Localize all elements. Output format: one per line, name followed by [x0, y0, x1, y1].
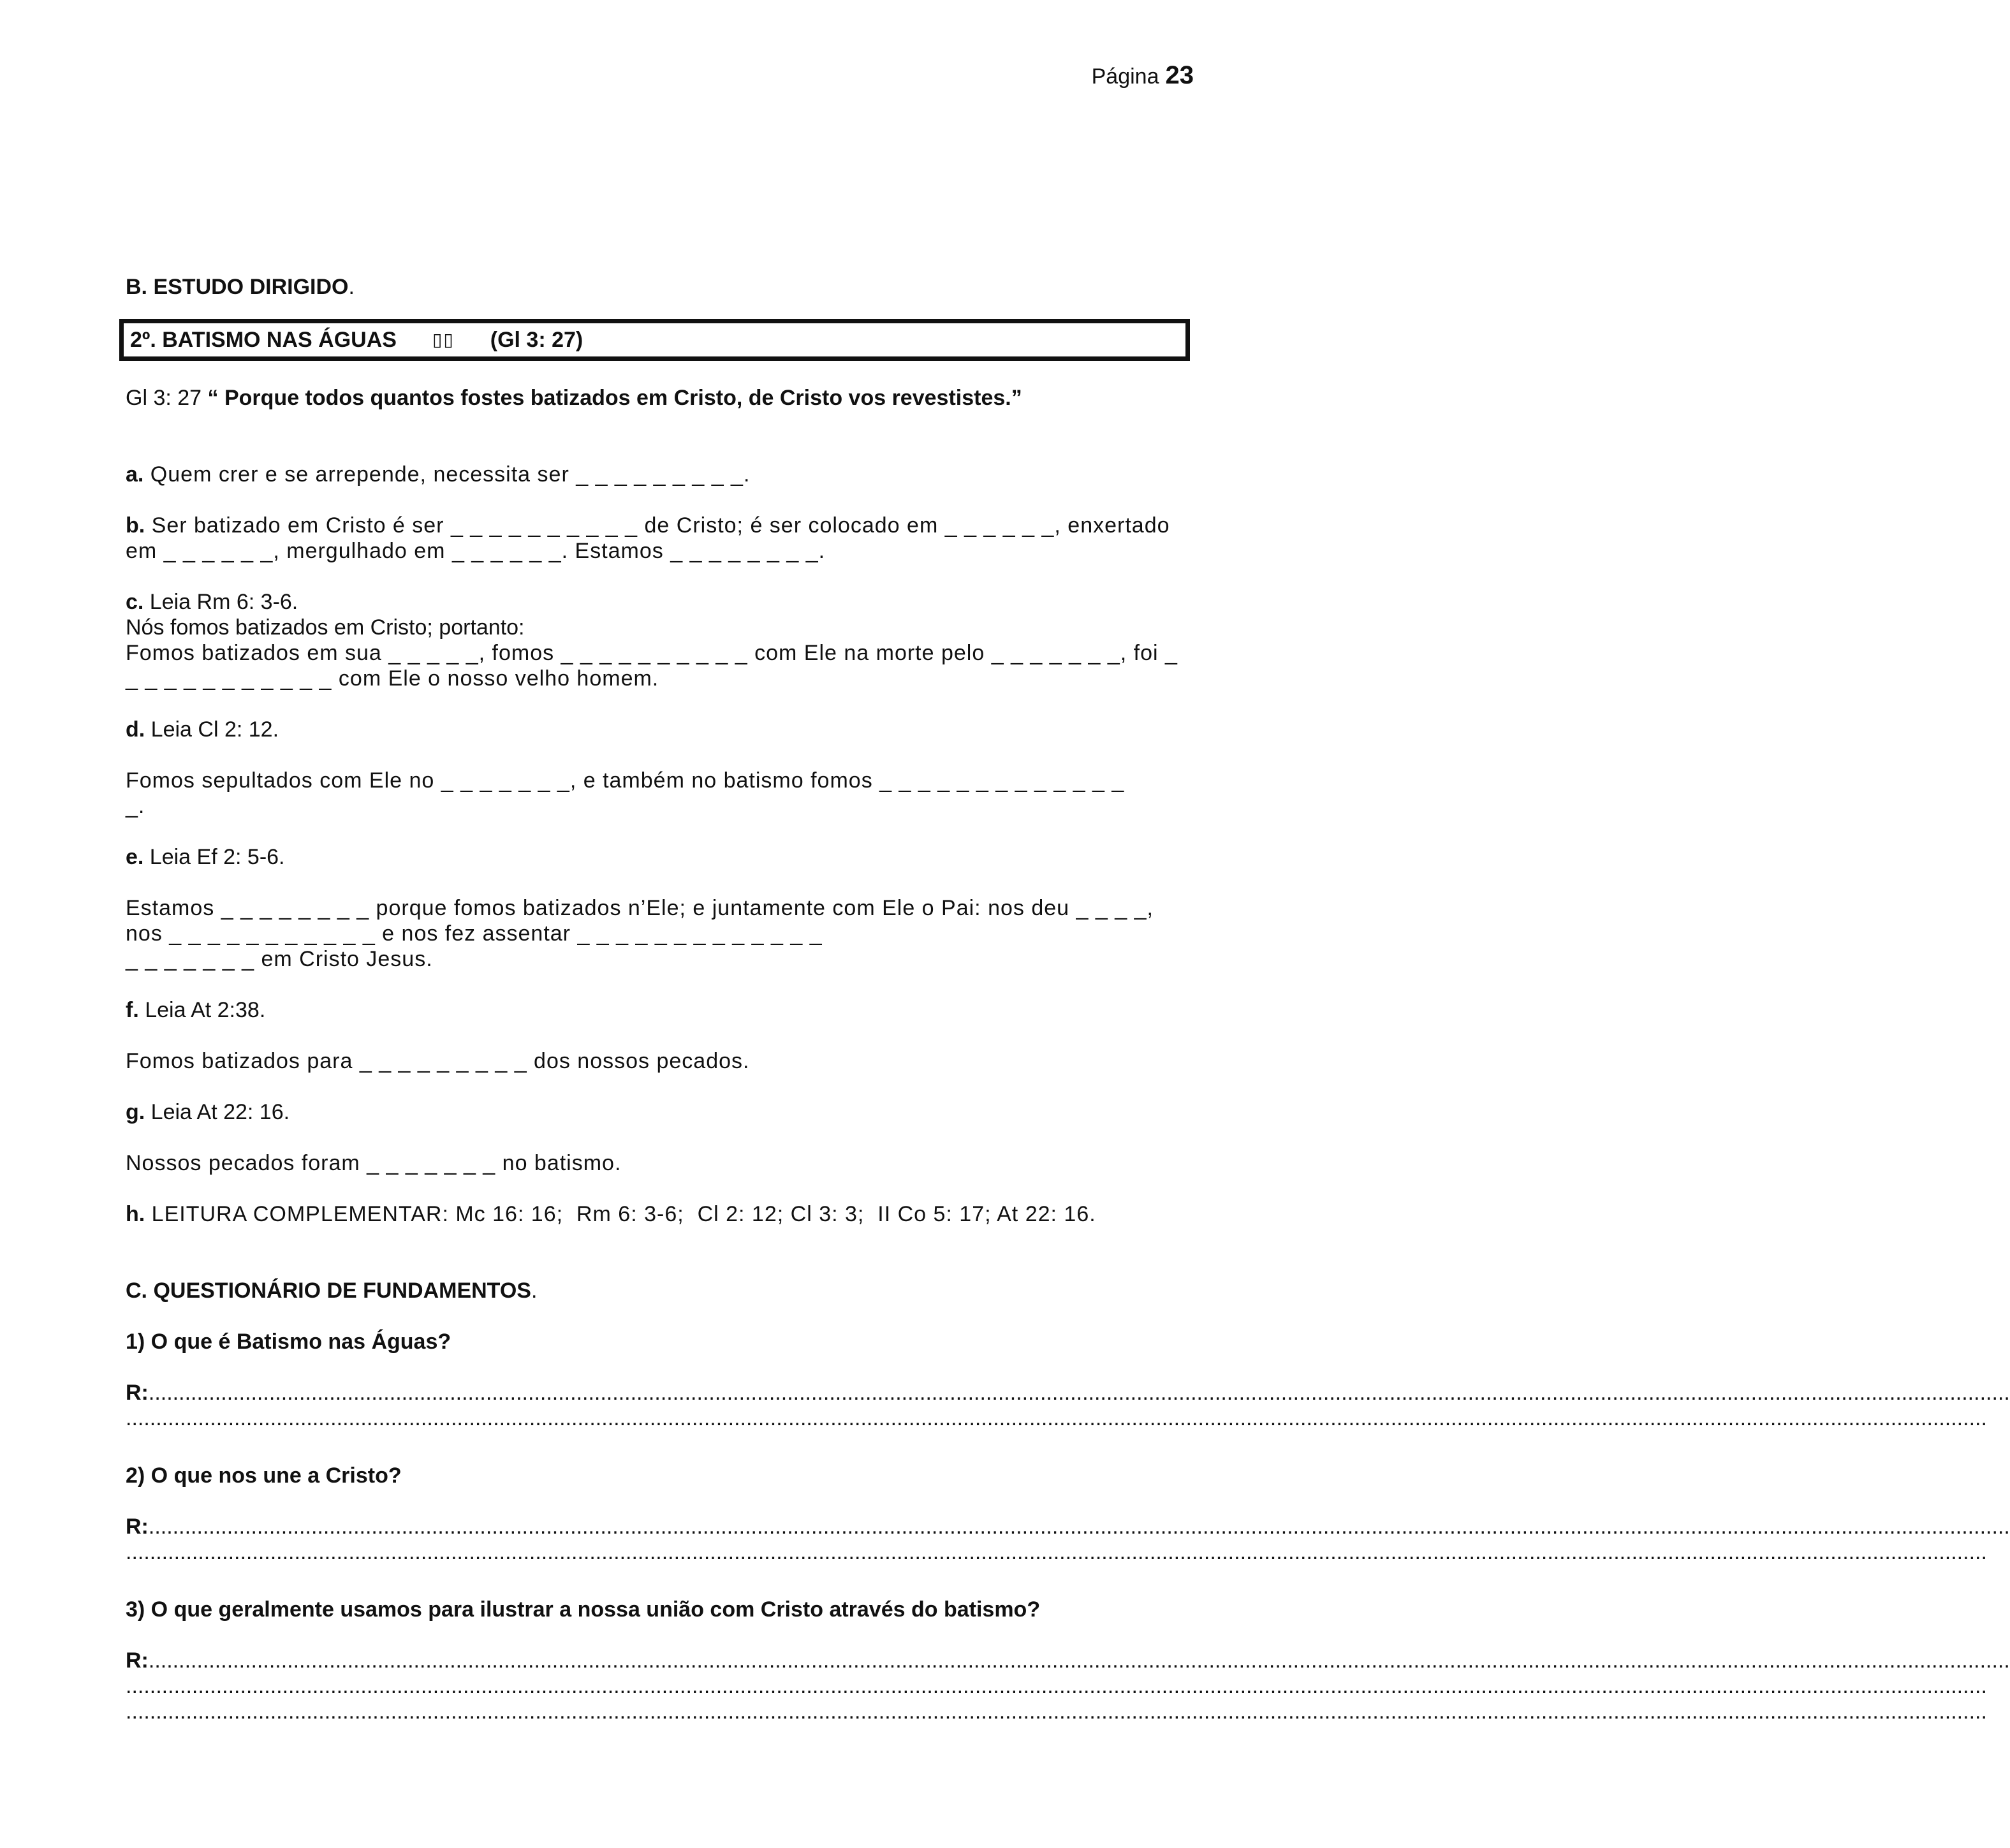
- item-e: e. Leia Ef 2: 5-6.: [126, 845, 285, 869]
- answer-2: R:..................................................................................................................................................................................................................................................................................................................... .....................................................................................................................................................................................................................................................................................................................: [126, 1514, 2010, 1564]
- document-body: [126, 274, 2010, 1724]
- item-c: c. Leia Rm 6: 3-6. Nós fomos batizados em Cristo; portanto: Fomos batizados em sua _ _ _ _ _, fomos _ _ _ _ _ _ _ _ _ _ com Ele na morte pelo _ _ _ _ _ _ _, foi _ _ _ _ _ _ _ _ _ _ _ _ com Ele o nosso velho homem.: [126, 590, 1178, 691]
- item-a: a. Quem crer e se arrepende, necessita ser _ _ _ _ _ _ _ _ _.: [126, 462, 751, 487]
- question-1: 1) O que é Batismo nas Águas?: [126, 1330, 451, 1354]
- page-label: Página: [1091, 64, 1159, 89]
- lesson-reference: (Gl 3: 27): [490, 328, 583, 352]
- lesson-title-box: [119, 319, 1190, 361]
- section-b-heading: B. ESTUDO DIRIGIDO.: [126, 275, 355, 299]
- section-c-heading: C. QUESTIONÁRIO DE FUNDAMENTOS.: [126, 1279, 538, 1303]
- item-g: g. Leia At 22: 16.: [126, 1100, 290, 1124]
- item-g-body: Nossos pecados foram _ _ _ _ _ _ _ no batismo.: [126, 1151, 622, 1175]
- page-number-value: 23: [1165, 61, 1194, 89]
- answer-1: R:..................................................................................................................................................................................................................................................................................................................... .....................................................................................................................................................................................................................................................................................................................: [126, 1381, 2010, 1430]
- item-f: f. Leia At 2:38.: [126, 998, 266, 1022]
- item-b: b. Ser batizado em Cristo é ser _ _ _ _ _ _ _ _ _ _ de Cristo; é ser colocado em _ _ _ _ _ _, enxertado em _ _ _ _ _ _, mergulhado em _ _ _ _ _ _. Estamos _ _ _ _ _ _ _ _.: [126, 513, 1170, 563]
- page-number: [1092, 61, 1194, 90]
- answer-3: R:..................................................................................................................................................................................................................................................................................................................... ..................................................................................................................................................................................................................................................................................................................... .....................................................................................................................................................................................................................................................................................................................: [126, 1648, 2010, 1724]
- question-2: 2) O que nos une a Cristo?: [126, 1463, 402, 1488]
- missing-glyph-icons: ▯▯: [432, 330, 455, 349]
- lesson-title: 2º. BATISMO NAS ÁGUAS: [130, 328, 397, 352]
- item-d-body: Fomos sepultados com Ele no _ _ _ _ _ _ _, e também no batismo fomos _ _ _ _ _ _ _ _ _ _ _ _ _ _.: [126, 768, 1125, 818]
- item-e-body: Estamos _ _ _ _ _ _ _ _ porque fomos batizados n’Ele; e juntamente com Ele o Pai: nos deu _ _ _ _, nos _ _ _ _ _ _ _ _ _ _ _ e nos fez assentar _ _ _ _ _ _ _ _ _ _ _ _ _ _ _ _ _ _ _ _ em Cristo Jesus.: [126, 896, 1154, 971]
- question-3: 3) O que geralmente usamos para ilustrar a nossa união com Cristo através do batismo?: [126, 1597, 1041, 1622]
- item-h: h. LEITURA COMPLEMENTAR: Mc 16: 16; Rm 6: 3-6; Cl 2: 12; Cl 3: 3; II Co 5: 17; At 22: 16.: [126, 1202, 1096, 1226]
- item-d: d. Leia Cl 2: 12.: [126, 717, 279, 742]
- item-f-body: Fomos batizados para _ _ _ _ _ _ _ _ _ dos nossos pecados.: [126, 1049, 750, 1073]
- key-verse: Gl 3: 27 “ Porque todos quantos fostes batizados em Cristo, de Cristo vos revestistes.”: [126, 386, 1022, 410]
